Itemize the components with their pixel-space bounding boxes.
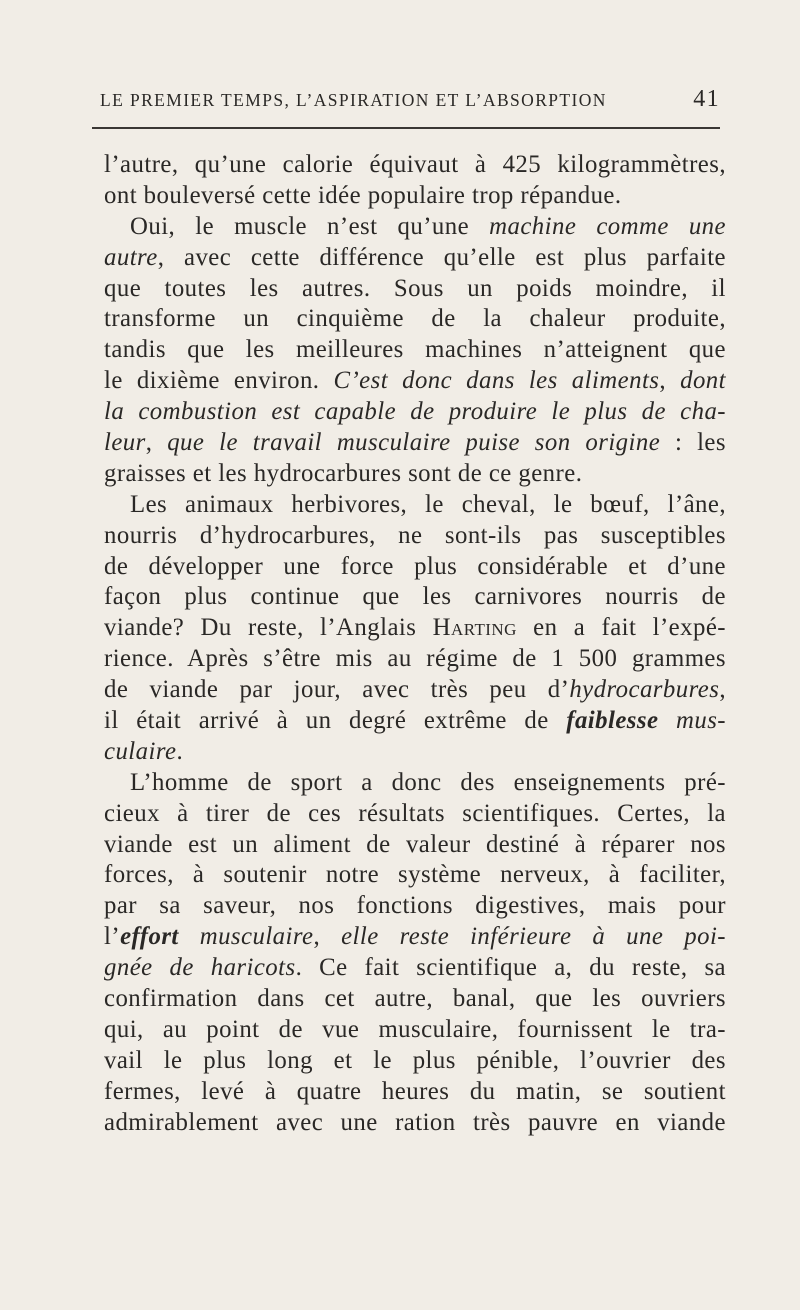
text-segment: viande? Du reste, l’Anglais xyxy=(104,614,433,642)
text-segment: nourris d’hydrocarbures, ne sont-ils pas susceptibles xyxy=(104,521,726,549)
running-title: LE PREMIER TEMPS, L’ASPIRATION ET L’ABSORPTION xyxy=(100,90,607,110)
text-segment: effort xyxy=(120,923,179,951)
text-segment: graisses et les hydrocarbures sont de ce genre. xyxy=(104,459,583,487)
text-line xyxy=(104,1015,726,1046)
text-segment: gnée de haricots xyxy=(104,954,296,982)
text-line xyxy=(104,243,726,274)
text-segment: Les animaux herbivores, le cheval, le bœuf, l’âne, xyxy=(130,490,726,518)
text-segment: fermes, levé à quatre heures du matin, se soutient xyxy=(104,1077,726,1105)
text-segment: qui, au point de vue musculaire, fournissent le tra- xyxy=(104,1015,726,1043)
text-segment: , xyxy=(659,367,681,395)
text-segment: Harting xyxy=(432,614,517,642)
header-rule xyxy=(92,127,720,129)
text-segment: viande est un aliment de valeur destiné à réparer nos xyxy=(104,830,726,858)
text-segment: , xyxy=(313,923,342,951)
running-head xyxy=(100,86,720,116)
text-segment: mus- xyxy=(675,707,726,735)
text-line xyxy=(104,150,726,181)
text-segment: en a fait l’expé- xyxy=(516,614,726,642)
text-segment: le dixième environ. xyxy=(104,367,334,395)
text-line xyxy=(104,1077,726,1108)
text-segment: ont bouleversé cette idée populaire trop répandue. xyxy=(104,181,622,209)
text-segment: l’ xyxy=(104,923,121,951)
text-segment: faiblesse xyxy=(566,707,659,735)
text-segment: , avec cette différence qu’elle est plus parfaite xyxy=(157,243,726,271)
text-segment: par sa saveur, nos fonctions digestives, mais pour xyxy=(104,892,726,920)
text-segment: l’autre, qu’une calorie équivaut à 425 kilogrammètres, xyxy=(104,151,726,178)
text-line xyxy=(104,613,726,644)
text-segment: vail le plus long et le plus pénible, l’ouvrier des xyxy=(104,1046,726,1074)
text-segment: que le travail musculaire puise son origine xyxy=(167,429,661,457)
text-line xyxy=(104,675,726,706)
text-line xyxy=(104,397,726,428)
text-line xyxy=(104,428,726,459)
text-segment: il était arrivé à un degré extrême de xyxy=(104,707,567,735)
text-segment xyxy=(658,707,676,734)
text-line xyxy=(104,860,726,891)
text-segment: cieux à tirer de ces résultats scientifiques. Certes, la xyxy=(104,799,726,827)
text-line xyxy=(104,953,726,984)
text-line xyxy=(104,737,726,768)
text-segment: Oui, le muscle n’est qu’une xyxy=(130,212,490,240)
text-segment: machine comme une xyxy=(489,212,726,240)
text-segment: autre xyxy=(104,243,158,271)
text-line xyxy=(104,274,726,305)
text-line xyxy=(104,459,726,490)
text-line xyxy=(104,521,726,552)
text-segment: leur xyxy=(104,429,146,457)
text-line xyxy=(104,582,726,613)
text-line xyxy=(104,212,726,243)
text-segment xyxy=(179,923,200,950)
body-text xyxy=(104,150,726,1139)
text-segment: , xyxy=(719,676,726,704)
text-segment: L’homme de sport a donc des enseignements pré- xyxy=(130,768,726,796)
text-segment: dont xyxy=(680,367,726,395)
text-line xyxy=(104,830,726,861)
text-line xyxy=(104,706,726,737)
text-segment: la combustion est capable de produire le plus de cha- xyxy=(104,398,726,426)
text-segment: . xyxy=(176,737,184,765)
text-segment: admirablement avec une ration très pauvre en viande xyxy=(104,1108,726,1136)
text-line xyxy=(104,768,726,799)
text-line xyxy=(104,304,726,335)
text-segment: , xyxy=(145,429,168,457)
text-line xyxy=(104,552,726,583)
text-segment: C’est donc dans les aliments xyxy=(333,367,660,395)
text-segment: de développer une force plus considérable et d’une xyxy=(104,552,726,580)
text-line xyxy=(104,922,726,953)
text-line xyxy=(104,644,726,675)
text-line xyxy=(104,891,726,922)
text-line xyxy=(104,181,726,212)
text-segment: rience. Après s’être mis au régime de 1 500 grammes xyxy=(104,645,726,673)
text-segment: de viande par jour, avec très peu xyxy=(104,676,548,704)
text-line xyxy=(104,1046,726,1077)
text-segment: elle reste inférieure à une poi- xyxy=(341,923,726,951)
text-segment: : les xyxy=(660,429,726,457)
text-line xyxy=(104,799,726,830)
text-segment: forces, à soutenir notre système nerveux, à faciliter, xyxy=(104,861,726,889)
text-line xyxy=(104,984,726,1015)
page-number: 41 xyxy=(693,86,720,112)
text-segment: hydrocarbures xyxy=(569,676,720,704)
text-line xyxy=(104,1108,726,1139)
text-segment: transforme un cinquième de la chaleur produite, xyxy=(104,305,726,333)
text-segment: d’ xyxy=(547,676,570,704)
text-segment: . Ce fait scientifique a, du reste, sa xyxy=(295,954,726,982)
text-segment: musculaire xyxy=(199,923,314,951)
text-segment: confirmation dans cet autre, banal, que les ouvriers xyxy=(104,985,726,1013)
text-line xyxy=(104,335,726,366)
text-segment: tandis que les meilleures machines n’atteignent que xyxy=(104,336,726,364)
text-line xyxy=(104,366,726,397)
text-segment: façon plus continue que les carnivores nourris de xyxy=(104,583,726,611)
text-segment: que toutes les autres. Sous un poids moindre, il xyxy=(104,274,726,302)
text-line xyxy=(104,490,726,521)
text-segment: culaire xyxy=(104,737,177,765)
